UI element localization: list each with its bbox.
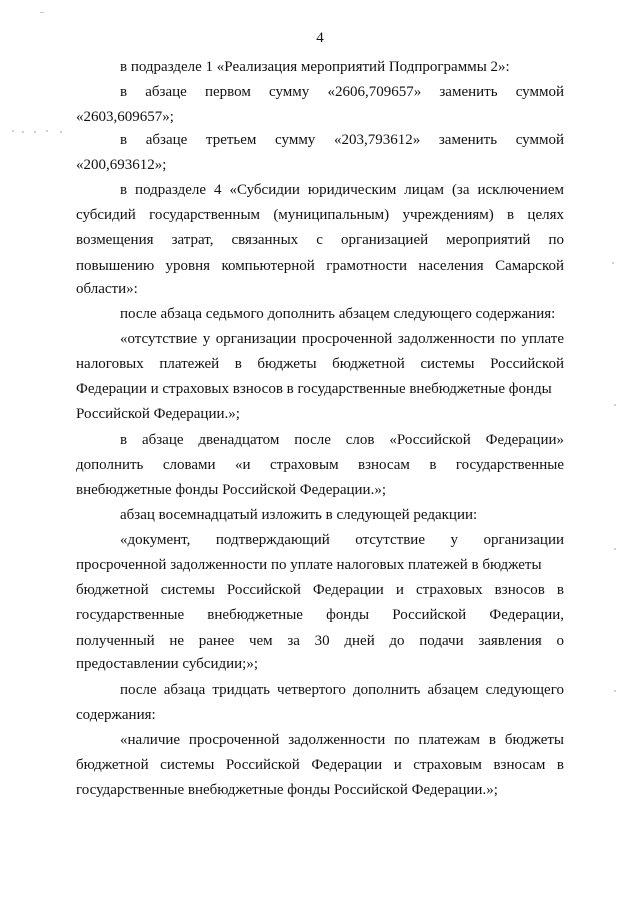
scan-artifact <box>46 130 48 132</box>
paragraph-line: государственные внебюджетные фонды Российской Федерации, <box>76 607 564 623</box>
paragraph-line: в абзаце первом сумму «2606,709657» заменить суммой <box>120 84 564 100</box>
scan-artifact <box>60 131 62 133</box>
paragraph-line: налоговых платежей в бюджеты бюджетной системы Российской <box>76 356 564 372</box>
scan-artifact <box>22 131 24 133</box>
paragraph-line: бюджетной системы Российской Федерации и страховым взносам в <box>76 757 564 773</box>
paragraph-line: в абзаце третьем сумму «203,793612» заменить суммой <box>120 132 564 148</box>
scan-artifact <box>614 548 616 550</box>
paragraph-line: Российской Федерации.»; <box>76 406 240 422</box>
scan-artifact <box>34 131 36 133</box>
paragraph-line: области»: <box>76 281 138 297</box>
paragraph-line: дополнить словами «и страховым взносам в государственные <box>76 457 564 473</box>
scan-artifact <box>614 404 616 406</box>
scan-artifact <box>12 130 14 132</box>
scan-artifact <box>614 690 616 692</box>
paragraph-line: содержания: <box>76 707 156 723</box>
paragraph-line: государственные внебюджетные фонды Российской Федерации.»; <box>76 782 498 798</box>
paragraph-line: «наличие просроченной задолженности по платежам в бюджеты <box>120 732 564 748</box>
paragraph-line: Федерации и страховых взносов в государственные внебюджетные фонды <box>76 381 552 397</box>
paragraph-line: в подразделе 1 «Реализация мероприятий Подпрограммы 2»: <box>120 59 510 75</box>
paragraph-line: возмещения затрат, связанных с организацией мероприятий по <box>76 232 564 248</box>
paragraph-line: после абзаца седьмого дополнить абзацем следующего содержания: <box>120 306 556 322</box>
paragraph-line: повышению уровня компьютерной грамотности населения Самарской <box>76 258 564 274</box>
page-number: 4 <box>316 30 324 46</box>
paragraph-line: полученный не ранее чем за 30 дней до подачи заявления о <box>76 633 564 649</box>
paragraph-line: бюджетной системы Российской Федерации и страховых взносов в <box>76 582 564 598</box>
paragraph-line: субсидий государственным (муниципальным) учреждениям) в целях <box>76 207 564 223</box>
paragraph-line: в абзаце двенадцатом после слов «Российской Федерации» <box>120 432 564 448</box>
paragraph-line: абзац восемнадцатый изложить в следующей редакции: <box>120 507 478 523</box>
paragraph-line: «отсутствие у организации просроченной задолженности по уплате <box>120 331 564 347</box>
paragraph-line: «2603,609657»; <box>76 109 174 125</box>
paragraph-line: после абзаца тридцать четвертого дополнить абзацем следующего <box>120 682 564 698</box>
paragraph-line: просроченной задолженности по уплате налоговых платежей в бюджеты <box>76 557 542 573</box>
scan-artifact <box>612 262 614 264</box>
paragraph-line: в подразделе 4 «Субсидии юридическим лицам (за исключением <box>120 182 564 198</box>
paragraph-line: внебюджетные фонды Российской Федерации.»; <box>76 482 387 498</box>
paragraph-line: «200,693612»; <box>76 157 167 173</box>
paragraph-line: предоставлении субсидии;»; <box>76 656 259 672</box>
paragraph-line: «документ, подтверждающий отсутствие у организации <box>120 532 564 548</box>
scan-artifact <box>40 12 44 13</box>
